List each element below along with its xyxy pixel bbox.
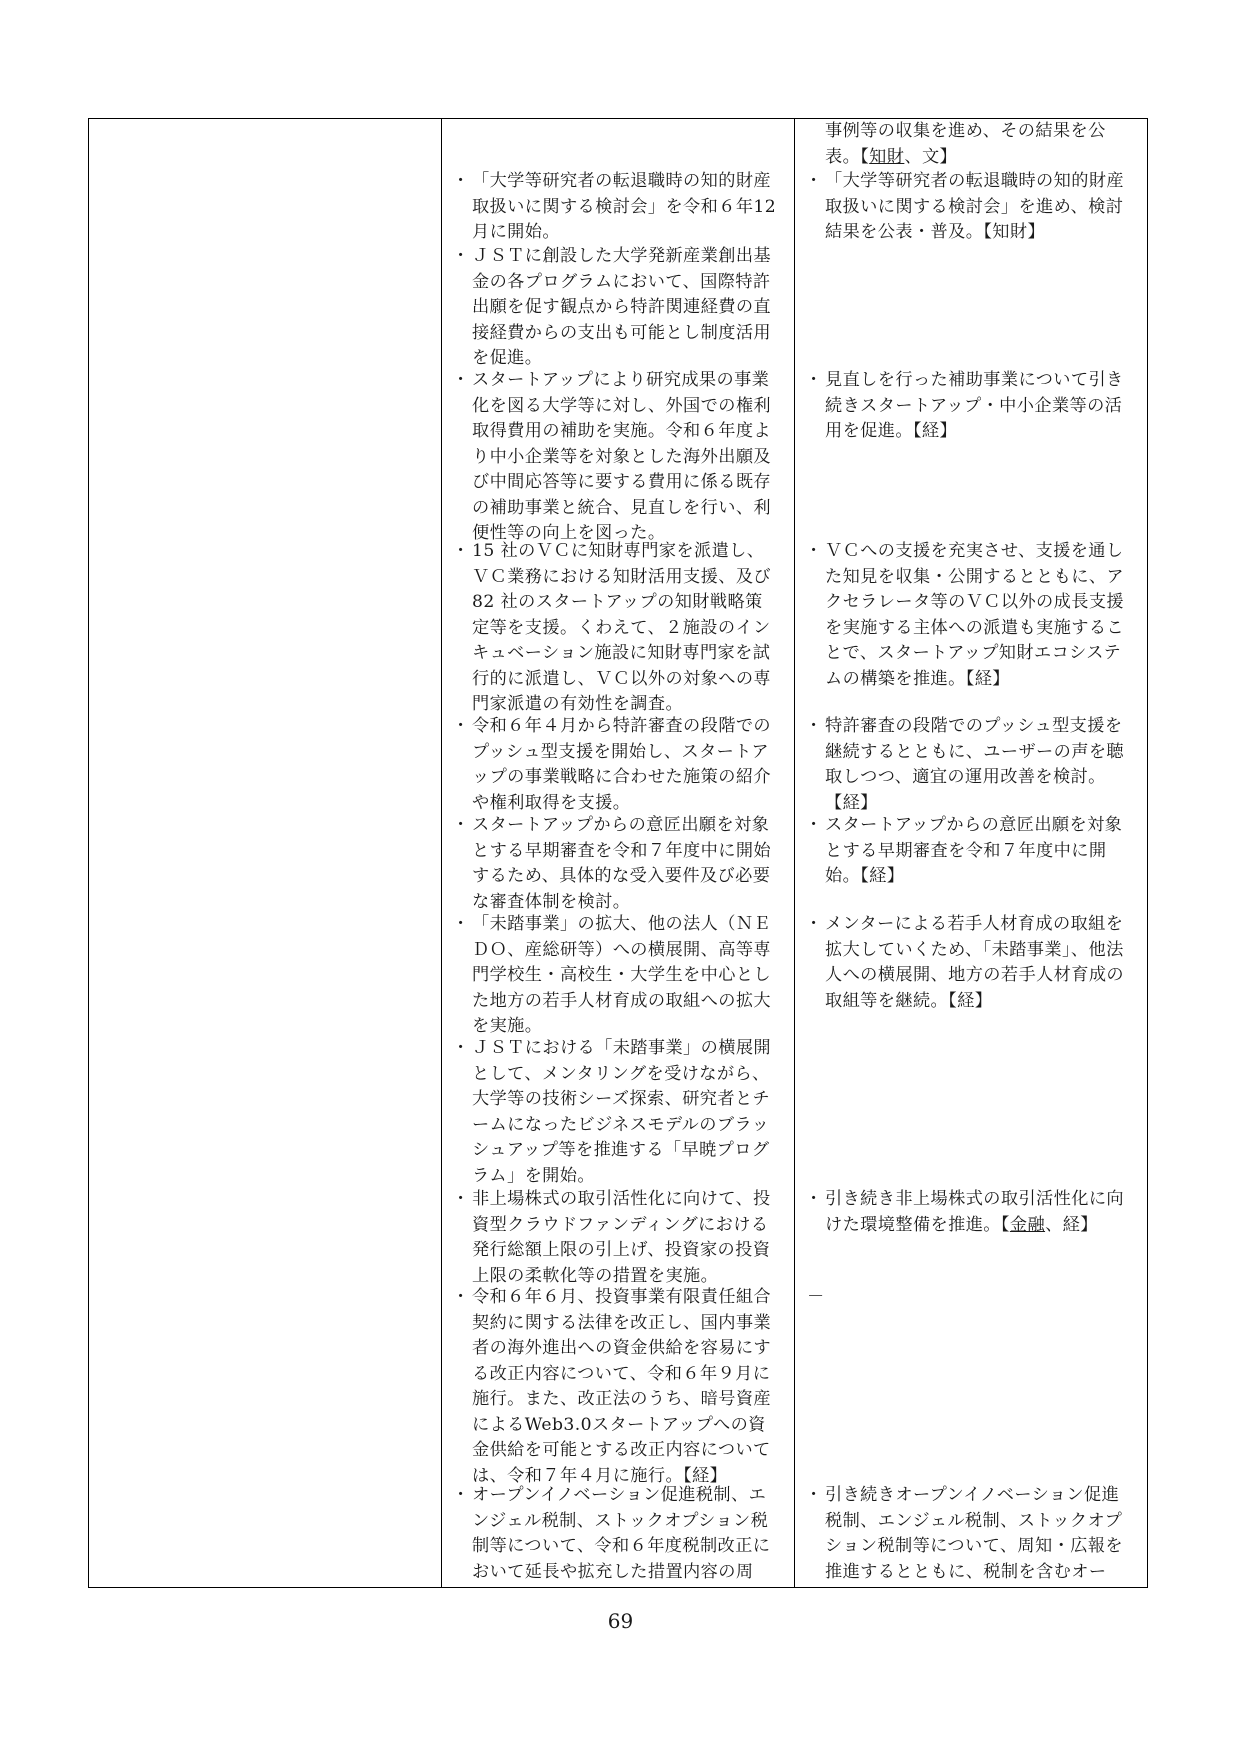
bullet: ・ — [805, 914, 823, 934]
measure-item: ・ 非上場株式の取引活性化に向けて、投資型クラウドファンディングにおける発行総額上限の引上げ、投資家の投資上限の柔軟化等の措置を実施。 — [452, 1189, 771, 1286]
table-row — [89, 119, 1148, 1588]
plan-item: ・ スタートアップからの意匠出願を対象とする早期審査を令和７年度中に開始。【経】 — [805, 815, 1123, 886]
bullet: ・ — [805, 370, 823, 390]
page-number: 69 — [607, 1609, 634, 1633]
bullet: ・ — [452, 716, 470, 736]
plan-item: ・ 見直しを行った補助事業について引き続きスタートアップ・中小企業等の活用を促進。【経】 — [805, 370, 1124, 441]
measure-item: ・ オープンイノベーション促進税制、エンジェル税制、ストックオプション税制等について、令和６年度税制改正において延長や拡充した措置内容の周 — [452, 1485, 771, 1582]
plan-item: ・ メンターによる若手人材育成の取組を拡大していくため、「未踏事業」、他法人への横展開、地方の若手人材育成の取組等を継続。【経】 — [805, 914, 1124, 1011]
measure-item: ・ 「未踏事業」の拡大、他の法人（ＮＥＤＯ、産総研等）への横展開、高等専門学校生・高校生・大学生を中心とした地方の若手人材育成の取組への拡大を実施。 — [452, 914, 771, 1036]
bullet: ・ — [452, 914, 470, 934]
plan-item: ・ 引き続き非上場株式の取引活性化に向けた環境整備を推進。【金融、経】 — [805, 1189, 1124, 1235]
plans-column-cell — [795, 119, 1148, 1588]
measures-column-cell — [442, 119, 795, 1588]
plan-item: ・ ＶＣへの支援を充実させ、支援を通した知見を収集・公開するとともに、アクセラレータ等のＶＣ以外の成長支援を実施する主体への派遣も実施することで、スタートアップ知財エコシステムの構築を推進。【経】 — [805, 541, 1124, 689]
bullet: ・ — [805, 541, 823, 561]
bullet: ・ — [805, 1485, 823, 1505]
bullet: ・ — [452, 246, 470, 266]
plan-item: ・ 特許審査の段階でのプッシュ型支援を継続するとともに、ユーザーの声を聴取しつつ、適宜の運用改善を検討。【経】 — [805, 716, 1124, 813]
bullet: ・ — [805, 1189, 823, 1209]
bullet: ・ — [805, 815, 823, 835]
measure-item: ・ スタートアップからの意匠出願を対象とする早期審査を令和７年度中に開始するため、具体的な受入要件及び必要な審査体制を検討。 — [452, 815, 771, 912]
bullet: ・ — [452, 370, 470, 390]
policy-table — [88, 118, 1148, 1588]
plan-item: ・ 引き続きオープンイノベーション促進税制、エンジェル税制、ストックオプション税制等について、周知・広報を推進するとともに、税制を含むオー — [805, 1485, 1123, 1582]
plan-item-continued: 事例等の収集を進め、その結果を公表。【知財、文】 — [825, 121, 1106, 167]
bullet: ・ — [452, 1038, 470, 1058]
measure-item: ・ 令和６年６月、投資事業有限責任組合契約に関する法律を改正し、国内事業者の海外進出への資金供給を容易にする改正内容について、令和６年９月に施行。また、改正法のうち、暗号資産によるWeb3.0スタートアップへの資金供給を可能とする改正内容については、令和７年４月に施行。【経】 — [452, 1287, 771, 1486]
plan-item-dash: － — [807, 1287, 825, 1307]
bullet: ・ — [452, 1189, 470, 1209]
bullet: ・ — [452, 815, 470, 835]
bullet: ・ — [452, 171, 470, 191]
measure-item: ・ ＪＳＴに創設した大学発新産業創出基金の各プログラムにおいて、国際特許出願を促す観点から特許関連経費の直接経費からの支出も可能とし制度活用を促進。 — [452, 246, 771, 368]
measure-item: ・ 令和６年４月から特許審査の段階でのプッシュ型支援を開始し、スタートアップの事業戦略に合わせた施策の紹介や権利取得を支援。 — [452, 716, 771, 813]
measure-item: ・ スタートアップにより研究成果の事業化を図る大学等に対し、外国での権利取得費用の補助を実施。令和６年度より中小企業等を対象とした海外出願及び中間応答等に要する費用に係る既存の補助事業と統合、見直しを行い、利便性等の向上を図った。 — [452, 370, 771, 543]
measure-item: ・ 15 社のＶＣに知財専門家を派遣し、ＶＣ業務における知財活用支援、及び82 社のスタートアップの知財戦略策定等を支援。くわえて、２施設のインキュベーション施設に知財専門家を試行的に派遣し、ＶＣ以外の対象への専門家派遣の有効性を調査。 — [452, 541, 771, 714]
bullet: ・ — [805, 171, 823, 191]
bullet: ・ — [452, 1485, 470, 1505]
bullet: ・ — [452, 541, 470, 561]
measure-item: ・ ＪＳＴにおける「未踏事業」の横展開として、メンタリングを受けながら、大学等の技術シーズ探索、研究者とチームになったビジネスモデルのブラッシュアップ等を推進する「早暁プログラム」を開始。 — [452, 1038, 771, 1186]
plan-item: ・ 「大学等研究者の転退職時の知的財産取扱いに関する検討会」を進め、検討結果を公表・普及。【知財】 — [805, 171, 1124, 242]
item-column-cell — [89, 119, 442, 1588]
measure-item: ・ 「大学等研究者の転退職時の知的財産取扱いに関する検討会」を令和６年12月に開始。 — [452, 171, 777, 242]
bullet: ・ — [452, 1287, 470, 1307]
bullet: ・ — [805, 716, 823, 736]
